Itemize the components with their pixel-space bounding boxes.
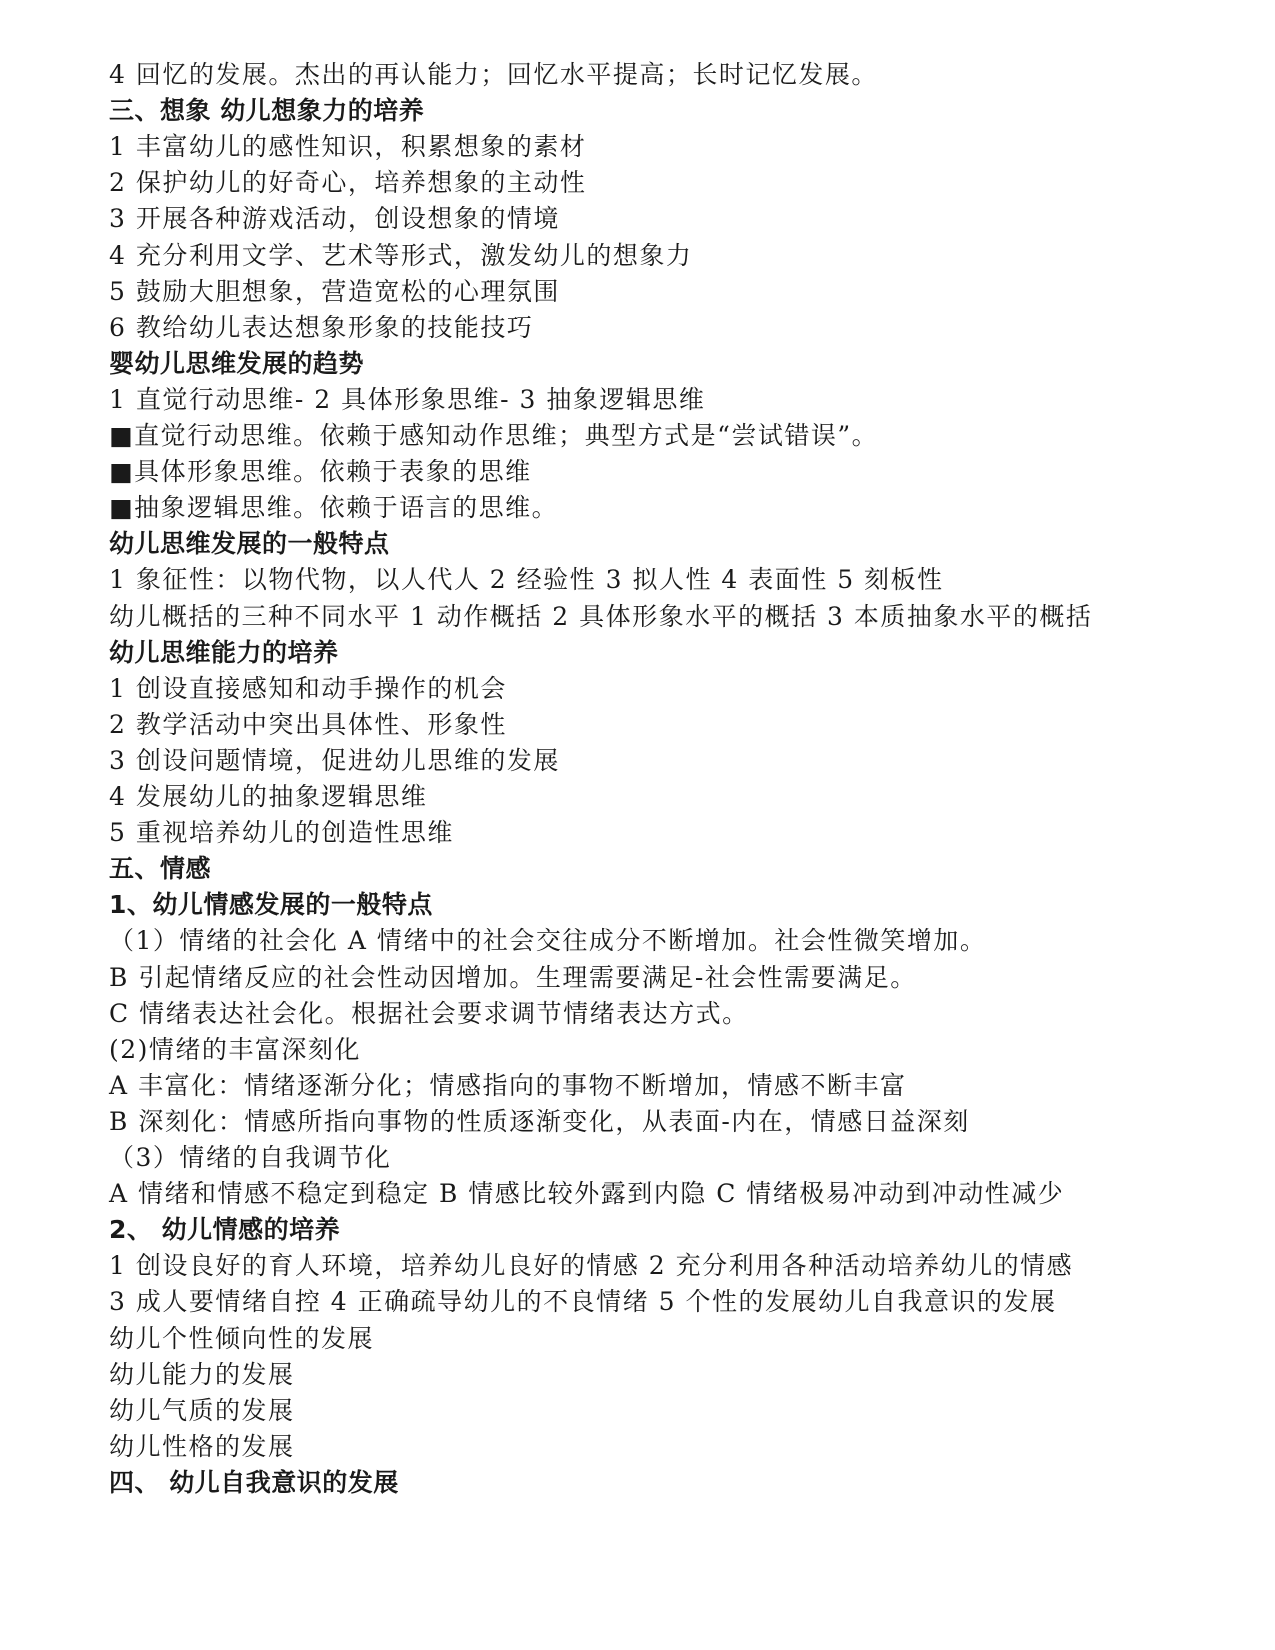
text-line: (2)情绪的丰富深刻化 — [109, 1034, 361, 1064]
text-line: 3 创设问题情境，促进幼儿思维的发展 — [109, 745, 560, 775]
text-line: 2 保护幼儿的好奇心，培养想象的主动性 — [109, 168, 587, 198]
text-line: 4 充分利用文学、艺术等形式，激发幼儿的想象力 — [109, 240, 693, 270]
text-line: 幼儿气质的发展 — [109, 1395, 295, 1425]
text-line: A 丰富化：情绪逐渐分化；情感指向的事物不断增加，情感不断丰富 — [109, 1070, 907, 1100]
text-line: （1）情绪的社会化 A 情绪中的社会交往成分不断增加。社会性微笑增加。 — [109, 926, 987, 956]
text-line: 1 创设直接感知和动手操作的机会 — [109, 673, 507, 703]
section-heading: 五、情感 — [109, 854, 212, 884]
text-line: A 情绪和情感不稳定到稳定 B 情感比较外露到内隐 C 情绪极易冲动到冲动性减少 — [109, 1179, 1065, 1209]
section-heading: 1、幼儿情感发展的一般特点 — [109, 890, 433, 920]
text-line: 3 成人要情绪自控 4 正确疏导幼儿的不良情绪 5 个性的发展幼儿自我意识的发展 — [109, 1287, 1057, 1317]
text-line: （3）情绪的自我调节化 — [109, 1143, 392, 1172]
text-line: 4 发展幼儿的抽象逻辑思维 — [109, 782, 428, 811]
section-heading: 四、 幼儿自我意识的发展 — [109, 1467, 399, 1497]
text-line: 5 鼓励大胆想象，营造宽松的心理氛围 — [109, 276, 560, 306]
text-line: B 深刻化：情感所指向事物的性质逐渐变化，从表面-内在，情感日益深刻 — [109, 1106, 970, 1136]
text-line: 1 象征性：以物代物，以人代人 2 经验性 3 拟人性 4 表面性 5 刻板性 — [109, 565, 944, 595]
text-line: 1 丰富幼儿的感性知识，积累想象的素材 — [109, 132, 587, 162]
text-line: ■直觉行动思维。依赖于感知动作思维；典型方式是“尝试错误”。 — [109, 421, 879, 450]
text-line: 5 重视培养幼儿的创造性思维 — [109, 818, 454, 848]
text-line: 3 开展各种游戏活动，创设想象的情境 — [109, 204, 560, 234]
text-line: 4 回忆的发展。杰出的再认能力；回忆水平提高；长时记忆发展。 — [109, 60, 878, 89]
text-line: C 情绪表达社会化。根据社会要求调节情绪表达方式。 — [109, 998, 749, 1028]
text-line: ■抽象逻辑思维。依赖于语言的思维。 — [109, 493, 559, 523]
text-line: 1 创设良好的育人环境，培养幼儿良好的情感 2 充分利用各种活动培养幼儿的情感 — [109, 1251, 1074, 1281]
text-line: 幼儿性格的发展 — [109, 1431, 295, 1461]
section-heading: 幼儿思维发展的一般特点 — [109, 529, 390, 559]
section-heading: 2、 幼儿情感的培养 — [109, 1215, 341, 1245]
section-heading: 婴幼儿思维发展的趋势 — [109, 348, 365, 378]
section-heading: 三、想象 幼儿想象力的培养 — [109, 96, 425, 126]
text-line: 1 直觉行动思维- 2 具体形象思维- 3 抽象逻辑思维 — [109, 384, 706, 414]
text-line: ■具体形象思维。依赖于表象的思维 — [109, 457, 532, 487]
section-heading: 幼儿思维能力的培养 — [109, 637, 339, 667]
text-line: 幼儿概括的三种不同水平 1 动作概括 2 具体形象水平的概括 3 本质抽象水平的概括 — [109, 601, 1093, 631]
text-line: 幼儿能力的发展 — [109, 1359, 295, 1389]
text-line: 6 教给幼儿表达想象形象的技能技巧 — [109, 312, 534, 342]
text-line: 幼儿个性倾向性的发展 — [109, 1323, 375, 1353]
text-line: B 引起情绪反应的社会性动因增加。生理需要满足-社会性需要满足。 — [109, 962, 917, 992]
text-line: 2 教学活动中突出具体性、形象性 — [109, 709, 507, 739]
